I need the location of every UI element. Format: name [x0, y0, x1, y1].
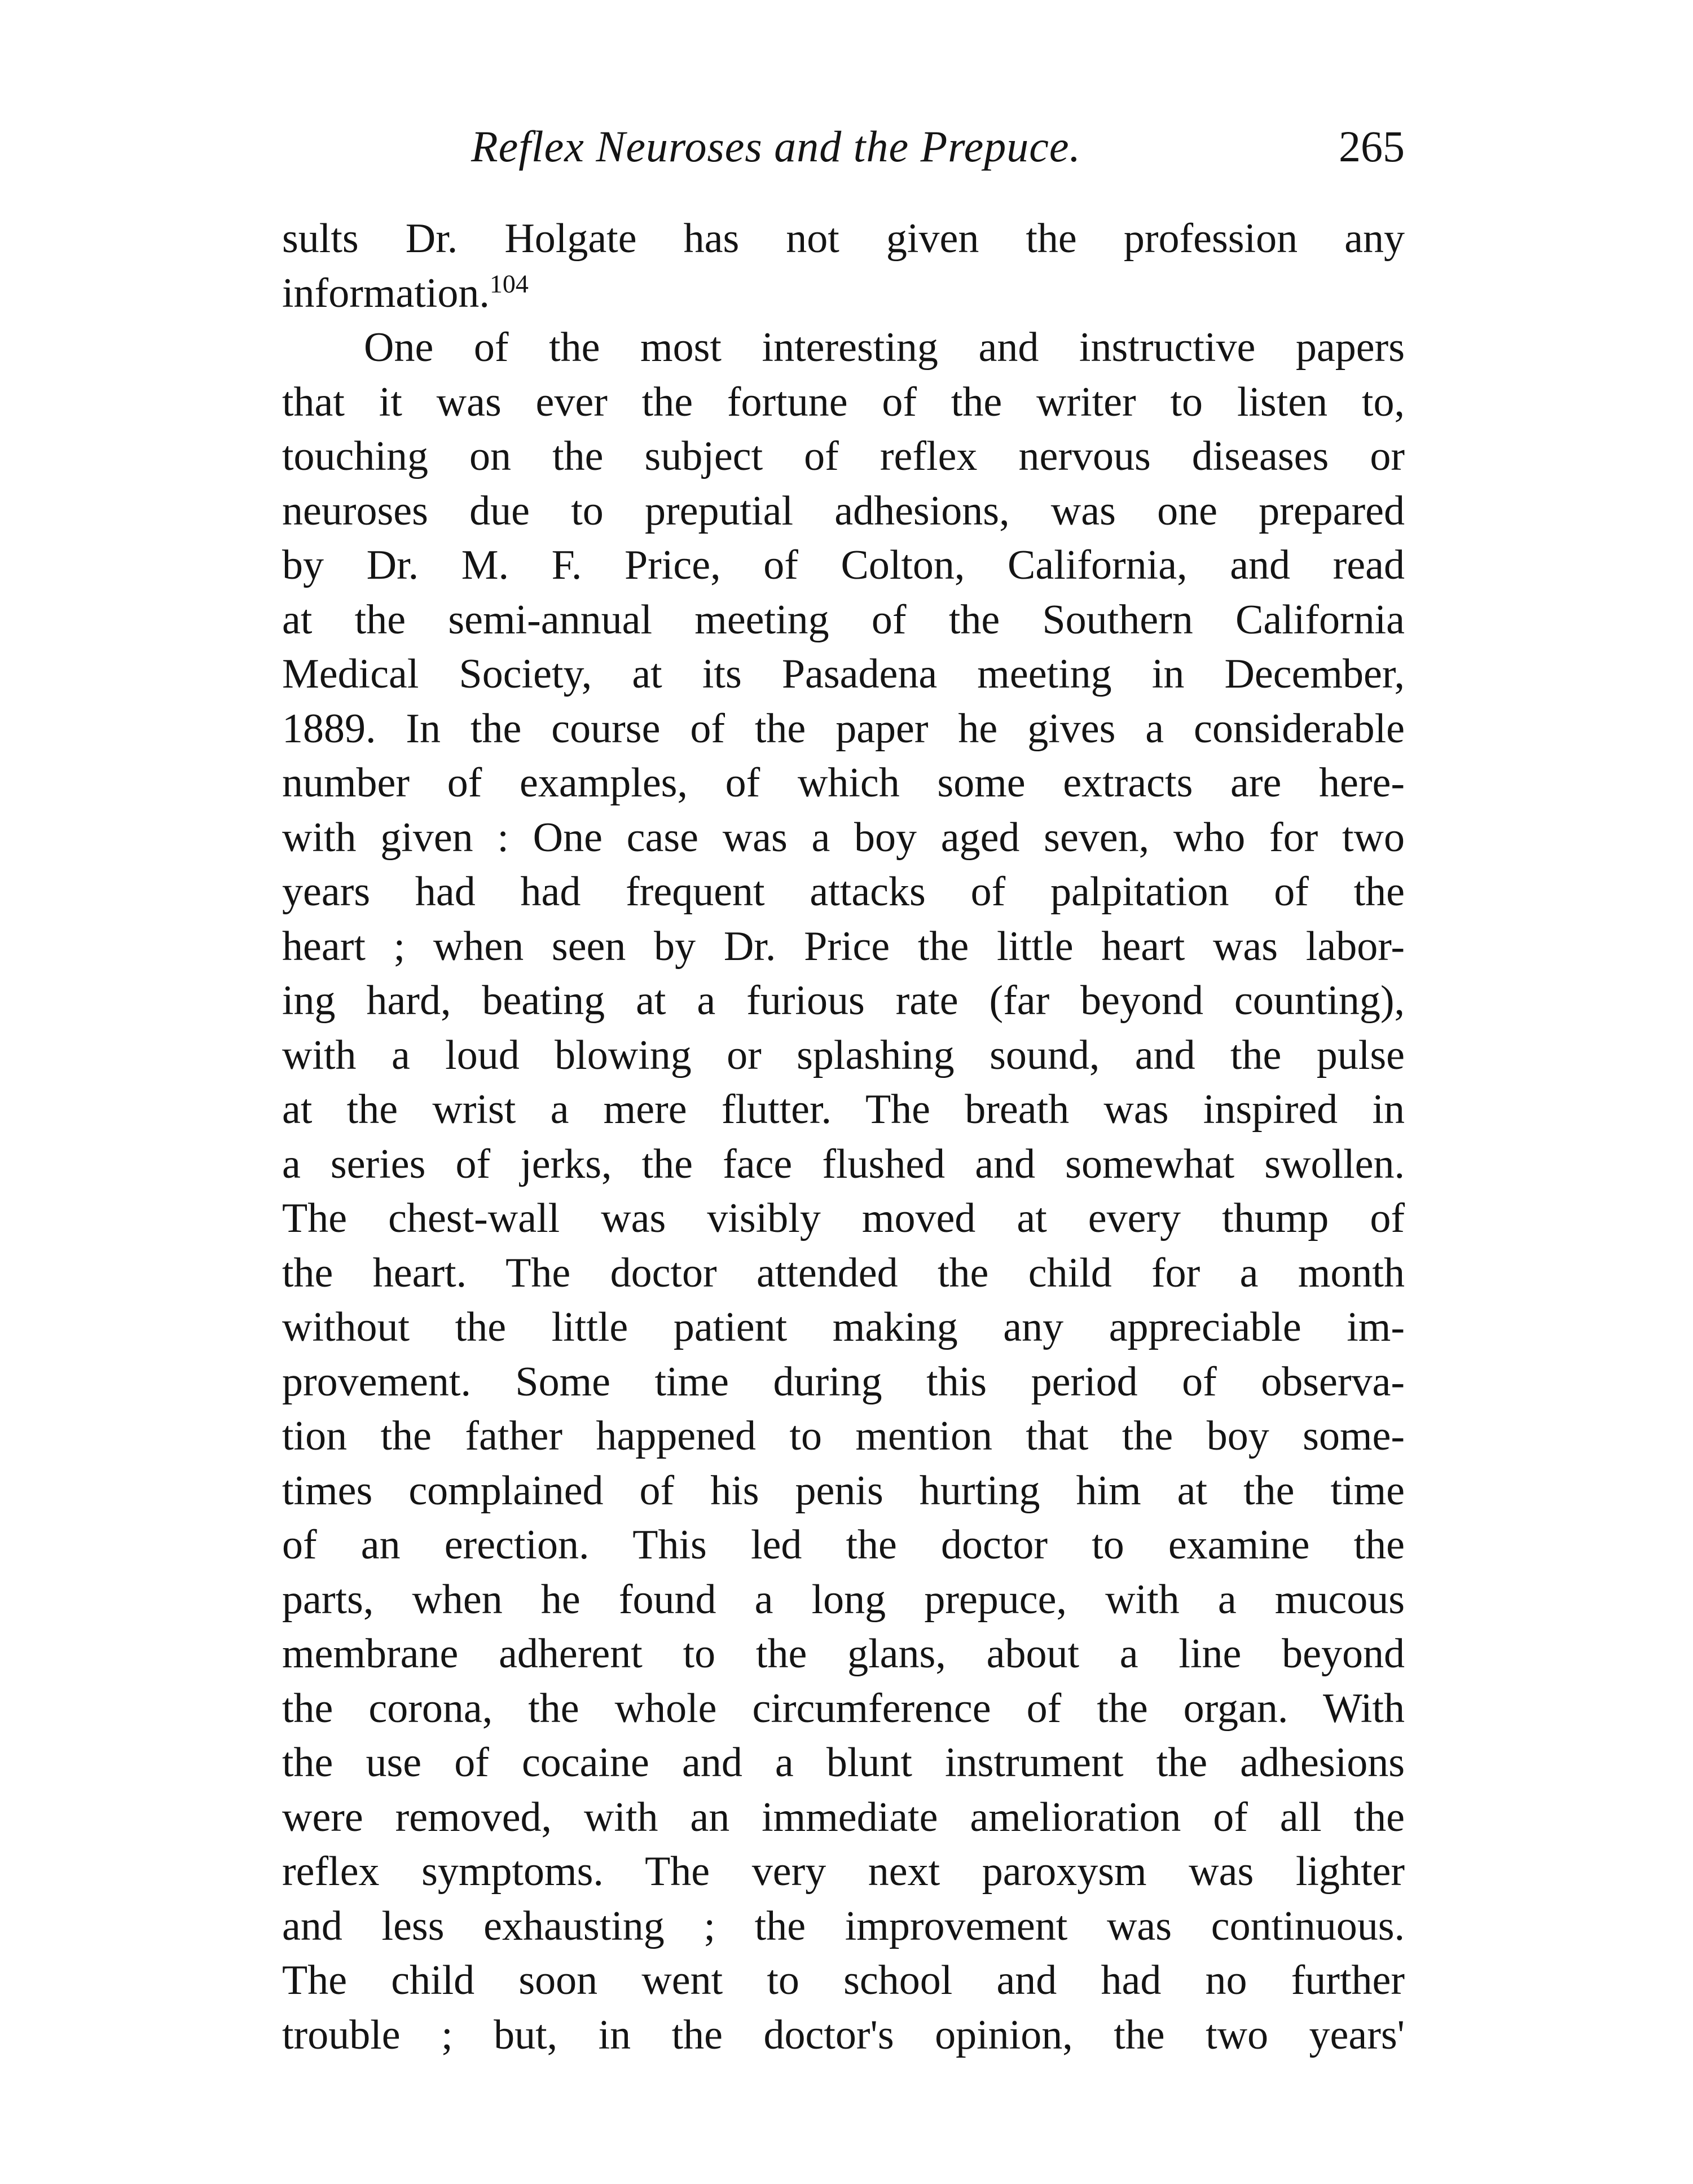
text-line: years had had frequent attacks of palpitation of the [282, 869, 1405, 915]
text-line: the corona, the whole circumference of the organ. With [282, 1685, 1405, 1732]
text-line: a series of jerks, the face flushed and somewhat swollen. [282, 1141, 1405, 1187]
text-line: with given : One case was a boy aged seven, who for two [282, 814, 1405, 861]
text-line: provement. Some time during this period of observa- [282, 1358, 1405, 1405]
text-line: and less exhausting ; the improvement was continuous. [282, 1903, 1405, 1949]
text-line: that it was ever the fortune of the writer to listen to, [282, 378, 1405, 425]
text-line: the heart. The doctor attended the child for a month [282, 1249, 1405, 1296]
text-line: sults Dr. Holgate has not given the profession any [282, 215, 1405, 262]
text-line: with a loud blowing or splashing sound, and the pulse [282, 1032, 1405, 1078]
text-line: One of the most interesting and instructive papers [364, 324, 1405, 371]
text-line: were removed, with an immediate amelioration of all the [282, 1794, 1405, 1840]
text-line: parts, when he found a long prepuce, with a mucous [282, 1576, 1405, 1623]
text-line: The chest-wall was visibly moved at every thump of [282, 1195, 1405, 1241]
text-line: by Dr. M. F. Price, of Colton, California, and read [282, 542, 1405, 588]
text-line-content: information. [282, 270, 490, 316]
text-line: trouble ; but, in the doctor's opinion, the two years' [282, 2011, 1405, 2058]
body-text [282, 212, 1405, 2062]
text-line: at the wrist a mere flutter. The breath was inspired in [282, 1086, 1405, 1133]
text-line: number of examples, of which some extracts are here- [282, 760, 1405, 806]
text-line: the use of cocaine and a blunt instrument the adhesions [282, 1740, 1405, 1786]
text-line: tion the father happened to mention that the boy some- [282, 1413, 1405, 1459]
text-line: membrane adherent to the glans, about a line beyond [282, 1631, 1405, 1677]
text-line: at the semi-annual meeting of the Southern California [282, 596, 1405, 643]
running-head-title: Reflex Neuroses and the Prepuce. [471, 122, 1081, 171]
text-line: neuroses due to preputial adhesions, was one prepared [282, 487, 1405, 534]
text-line: times complained of his penis hurting him at the time [282, 1467, 1405, 1514]
page-number: 265 [1339, 122, 1405, 171]
text-line: ing hard, beating at a furious rate (far beyond counting), [282, 977, 1405, 1024]
text-line: reflex symptoms. The very next paroxysm was lighter [282, 1848, 1405, 1895]
text-line: The child soon went to school and had no further [282, 1957, 1405, 2004]
text-line: of an erection. This led the doctor to examine the [282, 1522, 1405, 1568]
page-header [282, 116, 1405, 178]
text-line: without the little patient making any appreciable im- [282, 1304, 1405, 1350]
text-line: Medical Society, at its Pasadena meeting in December, [282, 651, 1405, 697]
footnote-reference: 104 [489, 268, 529, 298]
text-line: heart ; when seen by Dr. Price the little heart was labor- [282, 923, 1405, 970]
text-line: touching on the subject of reflex nervous diseases or [282, 433, 1405, 479]
text-line: 1889. In the course of the paper he gives a considerable [282, 705, 1405, 752]
text-line [282, 266, 1405, 321]
